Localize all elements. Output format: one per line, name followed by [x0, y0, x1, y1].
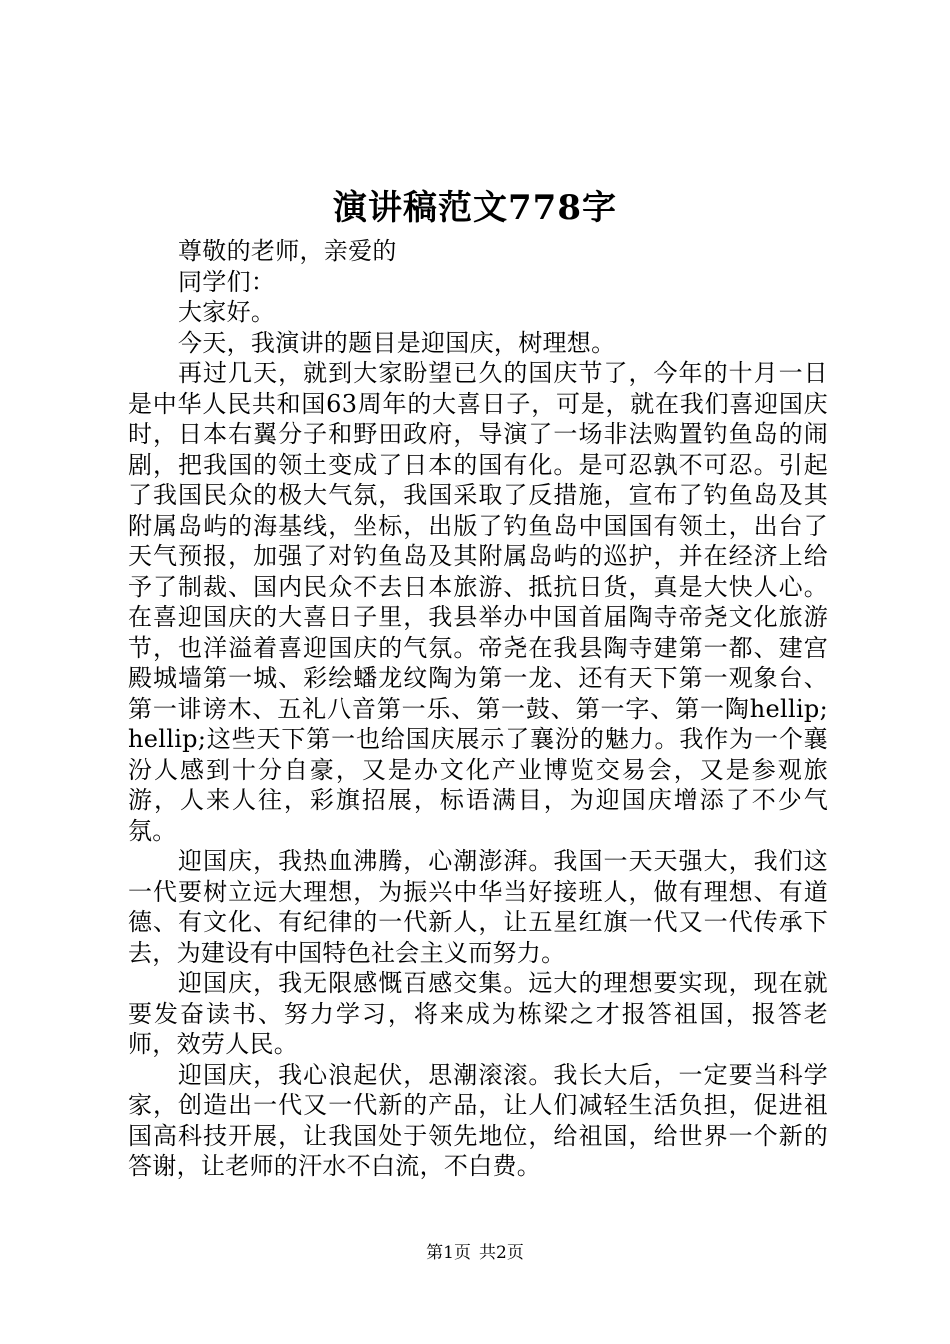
paragraph-salutation-2: 同学们： — [178, 267, 276, 296]
page-total: 共2页 — [479, 1243, 524, 1263]
page-number: 第1页 — [426, 1243, 471, 1263]
page-footer — [0, 1242, 950, 1264]
paragraph-topic: 今天，我演讲的题目是迎国庆，树理想。 — [178, 328, 616, 357]
paragraph-study: 迎国庆，我无限感慨百感交集。远大的理想要实现，现在就要发奋读书、努力学习，将来成为栋梁之才报答祖国，报答老师，效劳人民。 — [128, 969, 828, 1058]
paragraph-main: 再过几天，就到大家盼望已久的国庆节了，今年的十月一日是中华人民共和国63周年的大喜日子，可是，就在我们喜迎国庆时，日本右翼分子和野田政府，导演了一场非法购置钓鱼岛的闹剧，把我国的领土变成了日本的国有化。是可忍孰不可忍。引起了我国民众的极大气氛，我国采取了反措施，宣布了钓鱼岛及其附属岛屿的海基线，坐标，出版了钓鱼岛中国国有领土，出台了天气预报，加强了对钓鱼岛及其附属岛屿的巡护，并在经济上给予了制裁、国内民众不去日本旅游、抵抗日货，真是大快人心。在喜迎国庆的大喜日子里，我县举办中国首届陶寺帝尧文化旅游节，也洋溢着喜迎国庆的气氛。帝尧在我县陶寺建第一都、建宫殿城墙第一城、彩绘蟠龙纹陶为第一龙、还有天下第一观象台、第一诽谤木、五礼八音第一乐、第一鼓、第一字、第一陶hellip;hellip;这些天下第一也给国庆展示了襄汾的魅力。我作为一个襄汾人感到十分自豪，又是办文化产业博览交易会，又是参观旅游，人来人往，彩旗招展，标语满目，为迎国庆增添了不少气氛。 — [128, 359, 828, 845]
paragraph-future: 迎国庆，我心浪起伏，思潮滚滚。我长大后，一定要当科学家，创造出一代又一代新的产品，让人们减轻生活负担，促进祖国高科技开展，让我国处于领先地位，给祖国，给世界一个新的答谢，让老师的汗水不白流，不白费。 — [128, 1060, 828, 1180]
document-title: 演讲稿范文778字 — [333, 188, 617, 228]
paragraph-greeting: 大家好。 — [178, 298, 276, 326]
paragraph-salutation-1: 尊敬的老师，亲爱的 — [178, 237, 397, 265]
paragraph-ideals: 迎国庆，我热血沸腾，心潮澎湃。我国一天天强大，我们这一代要树立远大理想，为振兴中华当好接班人，做有理想、有道德、有文化、有纪律的一代新人，让五星红旗一代又一代传承下去，为建设有中国特色社会主义而努力。 — [128, 847, 828, 967]
document-body — [128, 236, 828, 1182]
